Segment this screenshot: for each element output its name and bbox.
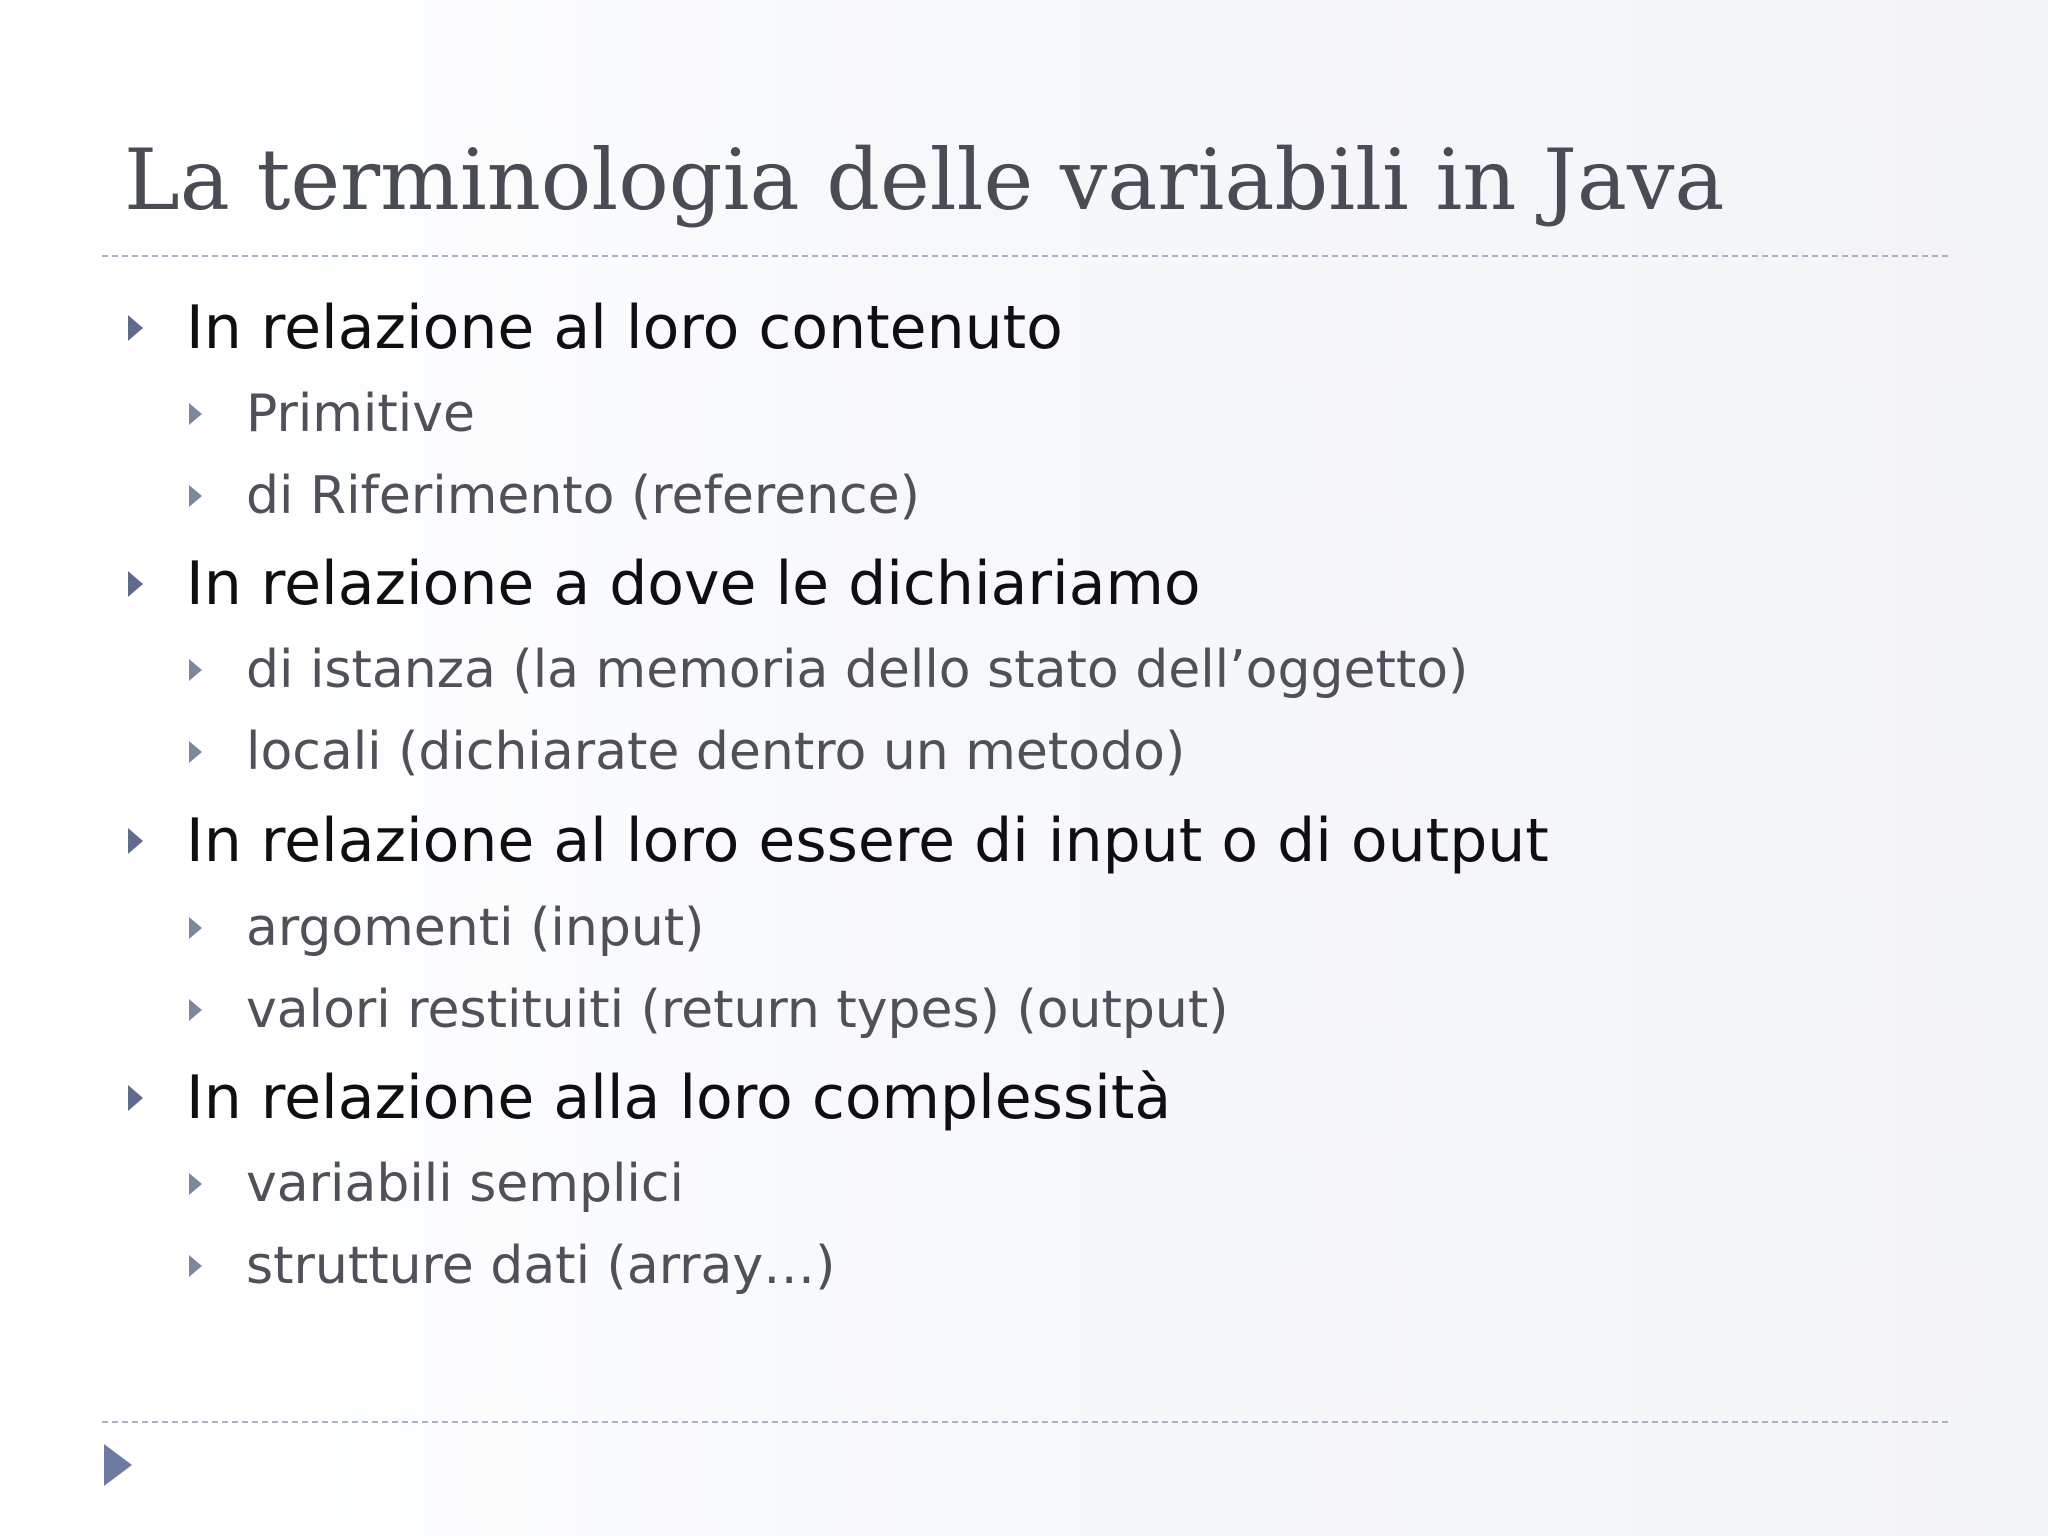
triangle-right-icon	[189, 659, 202, 681]
triangle-right-icon	[128, 828, 143, 854]
bullet-level1	[186, 548, 1201, 620]
bullet-text: variabili semplici	[246, 1154, 684, 1214]
footer-divider	[102, 1421, 1948, 1423]
bullet-level2	[246, 720, 1185, 784]
bullet-level2	[246, 382, 475, 446]
bullet-text: di istanza (la memoria dello stato dell’oggetto)	[246, 640, 1469, 700]
bullet-text: valori restituiti (return types) (output)	[246, 980, 1229, 1040]
play-triangle-icon[interactable]	[104, 1444, 132, 1486]
triangle-right-icon	[128, 1085, 143, 1111]
triangle-right-icon	[189, 403, 202, 425]
triangle-right-icon	[189, 1173, 202, 1195]
bullet-level2	[246, 638, 1468, 702]
bullet-text: In relazione al loro contenuto	[186, 293, 1063, 363]
triangle-right-icon	[189, 741, 202, 763]
triangle-right-icon	[189, 999, 202, 1021]
triangle-right-icon	[189, 485, 202, 507]
bullet-level2	[246, 896, 704, 960]
bullet-text: strutture dati (array…)	[246, 1236, 836, 1296]
bullet-level1	[186, 1062, 1171, 1134]
bullet-level2	[246, 1152, 684, 1216]
bullet-level2	[246, 464, 920, 528]
bullet-text: argomenti (input)	[246, 898, 705, 958]
slide-title: La terminologia delle variabili in Java	[124, 131, 1725, 229]
triangle-right-icon	[189, 1255, 202, 1277]
bullet-text: di Riferimento (reference)	[246, 466, 920, 526]
bullet-text: Primitive	[246, 384, 475, 444]
triangle-right-icon	[128, 571, 143, 597]
triangle-right-icon	[189, 917, 202, 939]
bullet-text: In relazione al loro essere di input o di output	[186, 806, 1549, 876]
bullet-level1	[186, 292, 1063, 364]
triangle-right-icon	[128, 315, 143, 341]
bullet-text: In relazione a dove le dichiariamo	[186, 549, 1201, 619]
bullet-text: In relazione alla loro complessità	[186, 1063, 1172, 1133]
bullet-level1	[186, 805, 1549, 877]
bullet-text: locali (dichiarate dentro un metodo)	[246, 722, 1186, 782]
bullet-level2	[246, 1234, 835, 1298]
bullet-level2	[246, 978, 1229, 1042]
